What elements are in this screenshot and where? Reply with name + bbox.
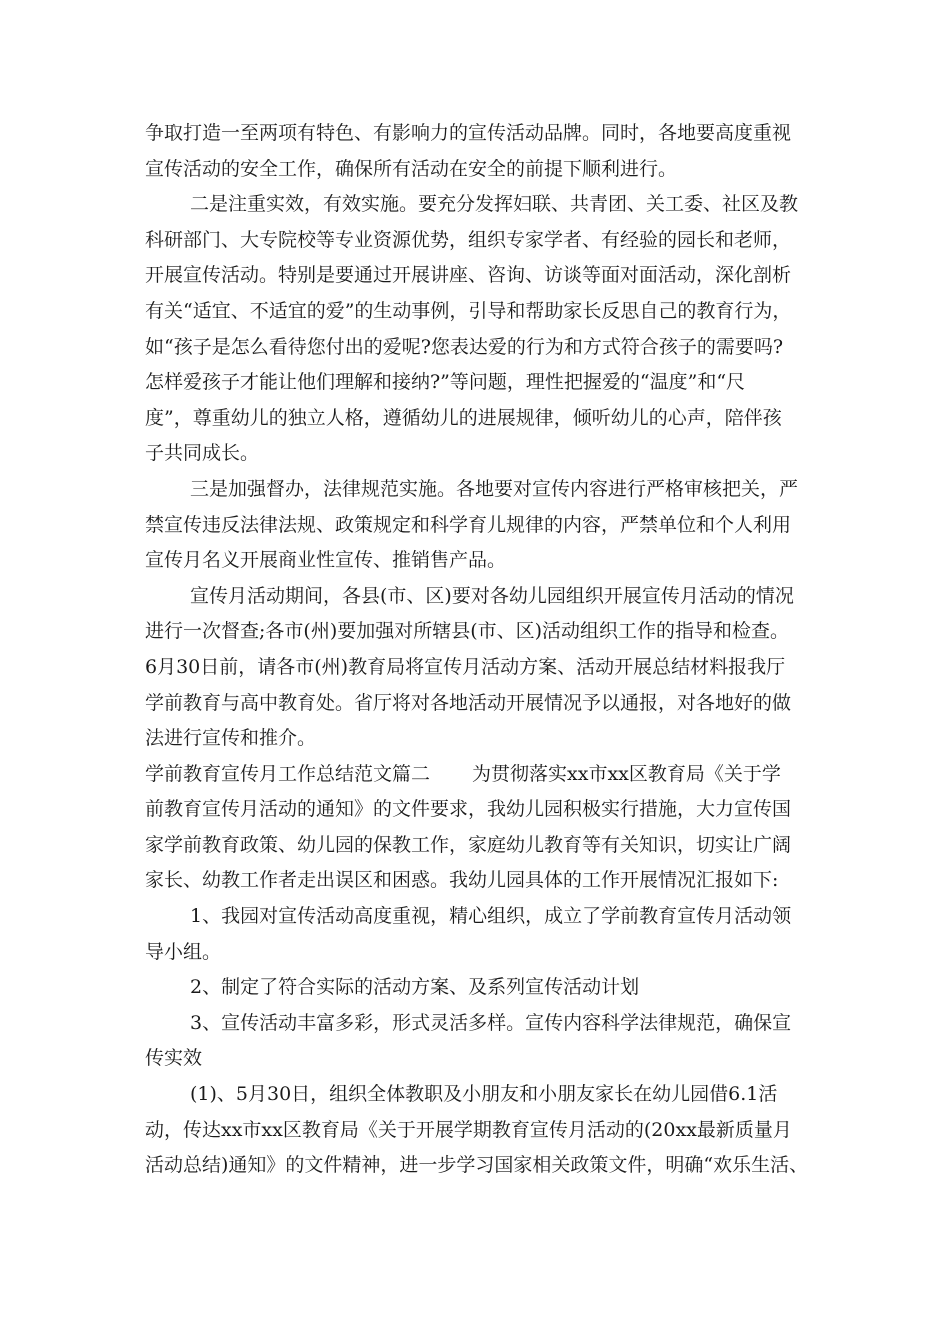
section-heading-line (145, 757, 830, 793)
section-title: 学前教育宣传月工作总结范文篇二 (145, 762, 431, 785)
text-line: 2、制定了符合实际的活动方案、及系列宣传活动计划 (190, 976, 640, 999)
body-text-block-1 (145, 116, 830, 757)
text-line: 6月30日前，请各市(州)教育局将宣传月活动方案、活动开展总结材料报我厅 (145, 655, 786, 678)
text-line: 导小组。 (145, 940, 222, 963)
text-line: 怎样爱孩子才能让他们理解和接纳?”等问题，理性把握爱的“温度”和“尺 (145, 371, 746, 394)
text-line: 子共同成长。 (145, 442, 260, 465)
text-line: 1、我园对宣传活动高度重视，精心组织，成立了学前教育宣传月活动领 (190, 905, 792, 928)
text-line: 家学前教育政策、幼儿园的保教工作，家庭幼儿教育等有关知识，切实让广阔 (145, 833, 792, 856)
text-line: 活动总结)通知》的文件精神，进一步学习国家相关政策文件，明确“欢乐生活、 (145, 1154, 809, 1177)
text-line: 动，传达xx市xx区教育局《关于开展学期教育宣传月活动的(20xx最新质量月 (145, 1118, 792, 1141)
text-line: 有关“适宜、不适宜的爱”的生动事例，引导和帮助家长反思自己的教育行为， (145, 299, 792, 322)
text-line: 法进行宣传和推介。 (145, 727, 317, 750)
section-first-line: 为贯彻落实xx市xx区教育局《关于学 (472, 762, 781, 785)
body-text-block-2 (145, 792, 830, 1184)
text-line: 宣传月活动期间，各县(市、区)要对各幼儿园组织开展宣传月活动的情况 (190, 584, 794, 607)
text-line: 学前教育与高中教育处。省厅将对各地活动开展情况予以通报，对各地好的做 (145, 691, 792, 714)
text-line: 科研部门、大专院校等专业资源优势，组织专家学者、有经验的园长和老师， (145, 228, 792, 251)
text-line: 前教育宣传月活动的通知》的文件要求，我幼儿园积极实行措施，大力宣传国 (145, 798, 792, 821)
text-line: 三是加强督办，法律规范实施。各地要对宣传内容进行严格审核把关，严 (190, 477, 799, 500)
text-line: 开展宣传活动。特别是要通过开展讲座、咨询、访谈等面对面活动，深化剖析 (145, 264, 792, 287)
text-line: 如“孩子是怎么看待您付出的爱呢?您表达爱的行为和方式符合孩子的需要吗? (145, 335, 784, 358)
text-line: 争取打造一至两项有特色、有影响力的宣传活动品牌。同时，各地要高度重视 (145, 122, 792, 144)
text-line: 3、宣传活动丰富多彩，形式灵活多样。宣传内容科学法律规范，确保宣 (190, 1011, 792, 1034)
text-line: 宣传活动的安全工作，确保所有活动在安全的前提下顺利进行。 (145, 157, 678, 180)
text-line: 二是注重实效，有效实施。要充分发挥妇联、共青团、关工委、社区及教 (190, 193, 799, 216)
text-line: 进行一次督查;各市(州)要加强对所辖县(市、区)活动组织工作的指导和检查。 (145, 620, 790, 643)
text-line: 传实效 (145, 1047, 203, 1070)
text-line: 禁宣传违反法律法规、政策规定和科学育儿规律的内容，严禁单位和个人利用 (145, 513, 792, 536)
text-line: 宣传月名义开展商业性宣传、推销售产品。 (145, 549, 507, 572)
text-line: (1)、5月30日，组织全体教职及小朋友和小朋友家长在幼儿园借6.1活 (190, 1083, 778, 1106)
text-line: 度”，尊重幼儿的独立人格，遵循幼儿的进展规律，倾听幼儿的心声，陪伴孩 (145, 406, 782, 429)
text-line: 家长、幼教工作者走出误区和困惑。我幼儿园具体的工作开展情况汇报如下: (145, 869, 779, 892)
